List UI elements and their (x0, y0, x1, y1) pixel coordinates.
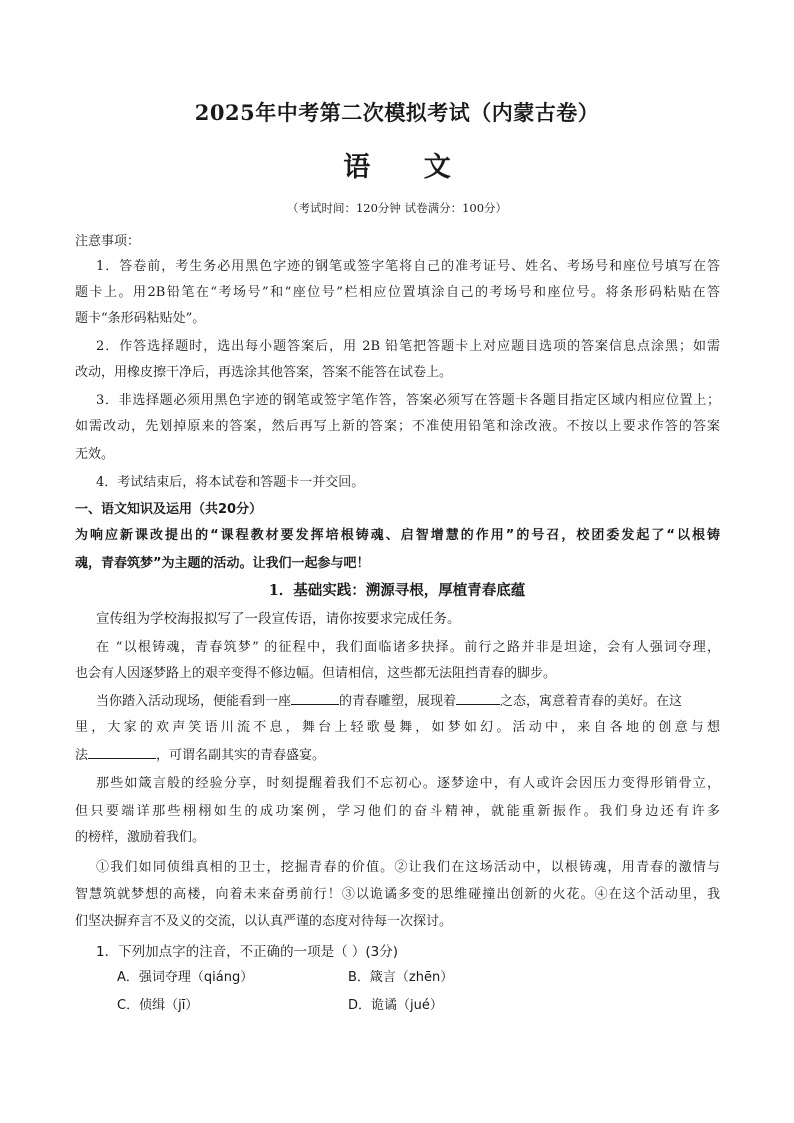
exam-info: （考试时间：120分钟 试卷满分：100分） (286, 201, 508, 215)
fill-blank-3[interactable] (88, 746, 156, 759)
question-1-option-c[interactable]: C．侦缉（jī） (117, 998, 199, 1013)
note-2-line-2: 改动，用橡皮擦干净后，再选涂其他答案，答案不能答在试卷上。 (75, 365, 453, 380)
section-heading: 一、语文知识及运用（共20分） (75, 502, 263, 517)
question-1-option-b[interactable]: B．箴言（zhēn） (348, 970, 454, 985)
fill-blank-2[interactable] (456, 692, 500, 705)
part-title: 1．基础实践：溯源寻根，厚植青春底蕴 (268, 582, 526, 599)
note-3-line-2: 如需改动，先划掉原来的答案，然后再写上新的答案；不准使用铅笔和涂改液。不按以上要求作答的答案 (75, 419, 720, 434)
passage-p4-line-3: 们坚决摒弃言不及义的交流，以认真严谨的态度对待每一次探讨。 (75, 914, 453, 929)
section-intro-line-1: 为响应新课改提出的“课程教材要发挥培根铸魂、启智增慧的作用”的号召，校团委发起了“以根铸 (75, 528, 720, 543)
passage-p3-line-1: 那些如箴言般的经验分享，时刻提醒着我们不忘初心。逐梦途中，有人或许会因压力变得形销骨立， (96, 776, 720, 791)
passage-p2-line-2: 里，大家的欢声笑语川流不息，舞台上轻歌曼舞，如梦如幻。活动中，来自各地的创意与想 (75, 720, 720, 735)
passage-p1-line-1: 在 “以根铸魂，青春筑梦” 的征程中，我们面临诸多抉择。前行之路并非是坦途，会有人强词夺理， (96, 640, 720, 655)
note-2-line-1: 2．作答选择题时，选出每小题答案后，用 2B 铅笔把答题卡上对应题目选项的答案信息点涂黑；如需 (96, 339, 720, 354)
passage-p4-line-1: ①我们如同侦缉真相的卫士，挖掘青春的价值。②让我们在这场活动中，以根铸魂，用青春的激情与 (96, 860, 720, 875)
passage-p2-line-3 (75, 744, 720, 763)
passage-text: 当你踏入活动现场，便能看到一座 (96, 694, 292, 709)
note-1-line-3: 题卡“条形码粘贴处”。 (75, 311, 206, 326)
passage-text: ，可谓名副其实的青春盛宴。 (156, 748, 326, 763)
passage-text: 之态，寓意着青春的美好。在这 (500, 694, 683, 709)
question-1-option-a[interactable]: A．强词夺理（qiáng） (117, 970, 254, 985)
section-intro-line-2: 魂，青春筑梦”为主题的活动。让我们一起参与吧！ (75, 556, 370, 571)
task-instruction: 宣传组为学校海报拟写了一段宣传语，请你按要求完成任务。 (96, 611, 461, 627)
subject-title: 语 文 (343, 152, 473, 183)
note-3-line-1: 3．非选择题必须用黑色字迹的钢笔或签字笔作答，答案必须写在答题卡各题目指定区域内相应位置上； (96, 393, 720, 408)
question-1-option-d[interactable]: D．诡谲（jué） (348, 998, 443, 1013)
exam-title: 2025年中考第二次模拟考试（内蒙古卷） (194, 100, 600, 125)
question-1-stem: 1．下列加点字的注音，不正确的一项是（ ）(3分) (96, 944, 399, 960)
passage-p3-line-3: 的榜样，激励着我们。 (75, 830, 206, 845)
note-3-line-3: 无效。 (75, 447, 115, 462)
passage-p4-line-2: 智慧筑就梦想的高楼，向着未来奋勇前行！③以诡谲多变的思维碰撞出创新的火花。④在这个活动里，我 (75, 887, 720, 902)
passage-p1-line-2: 也会有人因逐梦路上的艰辛变得不修边幅。但请相信，这些都无法阻挡青春的脚步。 (75, 666, 557, 681)
fill-blank-1[interactable] (291, 692, 339, 705)
passage-p3-line-2: 但只要端详那些栩栩如生的成功案例，学习他们的奋斗精神，就能重新振作。我们身边还有许多 (75, 804, 720, 819)
notes-heading: 注意事项： (75, 234, 141, 249)
passage-text: 的青春雕塑，展现着 (339, 694, 457, 709)
passage-text: 法 (75, 748, 89, 763)
note-1-line-2: 题卡上。用2B铅笔在“考场号”和“座位号”栏相应位置填涂自己的考场号和座位号。将条形码粘贴在答 (75, 285, 720, 300)
note-4: 4．考试结束后，将本试卷和答题卡一并交回。 (96, 475, 365, 490)
note-1-line-1: 1．答卷前，考生务必用黑色字迹的钢笔或签字笔将自己的准考证号、姓名、考场号和座位号填写在答 (96, 259, 720, 274)
passage-p2-line-1 (96, 690, 720, 709)
